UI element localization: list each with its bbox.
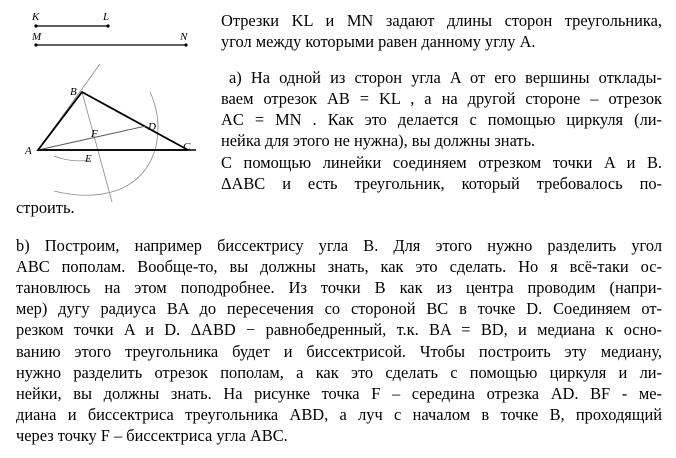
label-e: E	[85, 153, 92, 165]
part-a-line-3: AC = MN . Как это делается с помощью циркуля (ли-	[221, 110, 662, 129]
part-b-line-3: тановлюсь на этом поподробнее. Из точки B как из центра проводим (напри-	[16, 278, 662, 297]
construction-figure	[0, 0, 215, 215]
part-b-line-6: ванию этого треугольника будет и биссектрисой. Чтобы построить эту медиану,	[16, 342, 662, 361]
triangle-abc	[38, 92, 188, 150]
part-a-line-7: строить.	[16, 198, 75, 217]
label-d: D	[148, 121, 156, 133]
label-a: A	[25, 145, 32, 157]
intro-line-1: Отрезки KL и MN задают длины сторон треугольника,	[221, 11, 662, 30]
label-l: L	[103, 11, 110, 23]
part-a-line-2: ваем отрезок AB = KL , а на другой стороне – отрезок	[221, 89, 662, 108]
label-b: B	[70, 86, 77, 98]
part-b-line-4: мер) дугу радиуса BA до пересечения со стороной BC в точке D. Соединяем от-	[16, 299, 662, 318]
part-b-line-2: ABC пополам. Вообще-то, вы должны знать, как это сделать. Но я всё-таки ос-	[16, 257, 662, 276]
part-b-line-8: нейки, вы должны знать. На рисунке точка F – середина отрезка AD. BF - ме-	[16, 384, 662, 403]
part-a-line-4: нейка для этого не нужна), вы должны знать.	[221, 131, 536, 150]
point-k	[34, 24, 37, 27]
label-f: F	[91, 128, 98, 140]
part-a-line-6: ΔABC и есть треугольник, который требовалось по-	[221, 174, 662, 193]
intro-line-2: угол между которыми равен данному углу A.	[221, 32, 536, 51]
part-b-line-5: резком точки A и D. ΔABD − равнобедренный, т.к. BA = BD, и медиана к осно-	[16, 320, 662, 339]
part-b-line-1: b) Построим, например биссектрису угла B. Для этого нужно разделить угол	[16, 236, 662, 255]
part-a-line-5: С помощью линейки соединяем отрезком точки A и B.	[221, 153, 662, 172]
point-l	[106, 24, 109, 27]
label-n: N	[180, 31, 188, 43]
label-m: M	[32, 31, 42, 43]
point-n	[184, 43, 187, 46]
label-k: K	[32, 11, 40, 23]
part-b-line-7: нужно разделить отрезок пополам, а как это сделать с помощью циркуля и ли-	[16, 363, 662, 382]
part-b-line-9: диана и биссектриса треугольника ABD, а луч с началом в точке B, проходящий	[16, 405, 662, 424]
point-m	[34, 43, 37, 46]
part-b-line-10: через точку F – биссектриса угла ABC.	[16, 426, 288, 445]
part-a-line-1: а) На одной из сторон угла A от его вершины отклады-	[229, 68, 662, 87]
construction-diagram	[0, 0, 215, 215]
ray-bisector	[82, 92, 112, 202]
label-c: C	[183, 141, 191, 153]
